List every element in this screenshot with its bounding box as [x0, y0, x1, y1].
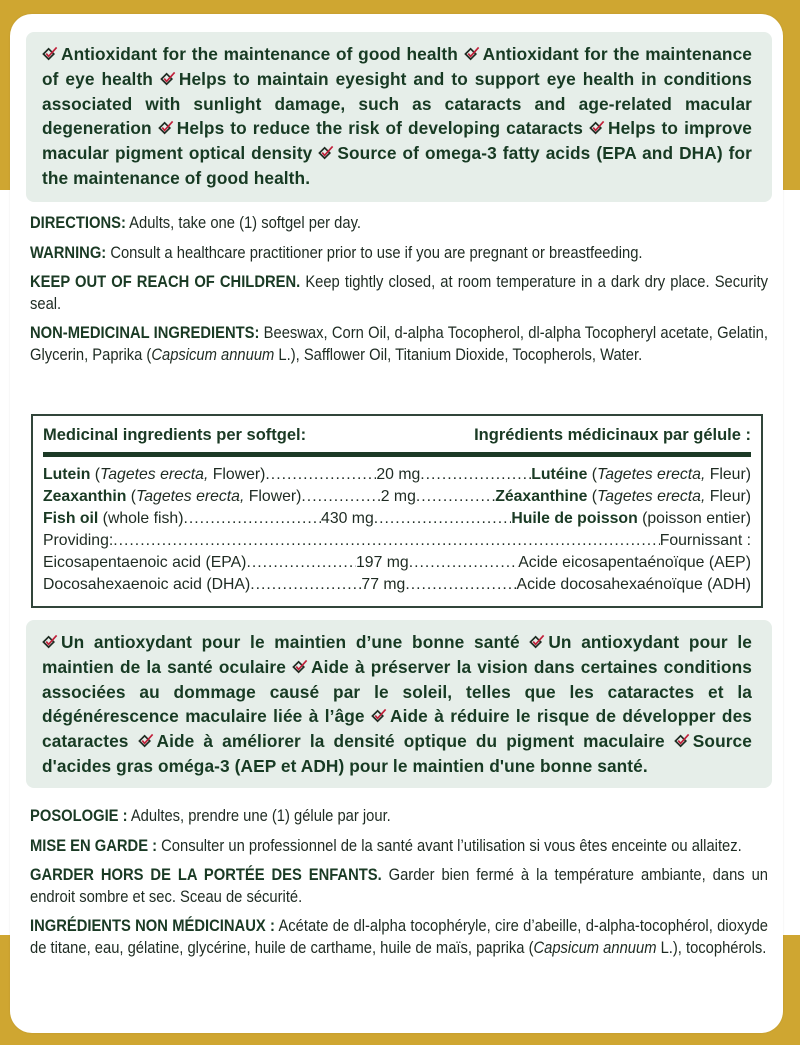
check-badge-icon	[371, 708, 388, 724]
claims-box-french	[26, 620, 772, 788]
check-badge-icon	[292, 659, 309, 675]
check-badge-icon	[138, 733, 155, 749]
table-row: Providing: ..... Fournissant :	[43, 530, 751, 552]
non-medicinal-text-end: L.), Safflower Oil, Titanium Dioxide, Tocopherols, Water.	[274, 345, 643, 364]
check-badge-icon	[42, 46, 59, 62]
non-medicinaux-text: Acétate de dl-alpha tocophéryle, cire d’abeille, d-alpha-tocophérol, dioxyde de titane, eau, gélatine, glycérine, huile de carthame, huile de maïs, paprika (	[30, 917, 768, 957]
sections-french	[30, 806, 768, 967]
keep-out-label: KEEP OUT OF REACH OF CHILDREN.	[30, 273, 301, 291]
sections-english	[30, 213, 768, 374]
claim-item: Un antioxydant pour le maintien de la santé oculaire	[42, 632, 752, 677]
mise-en-garde-text: Consulter un professionnel de la santé avant l’utilisation si vous êtes enceinte ou allaitez.	[157, 836, 742, 855]
check-badge-icon	[158, 120, 175, 136]
table-row: Zeaxanthin (Tagetes erecta, Flower) ..... 2 mg ..... Zéaxanthine (Tagetes erecta, Fleur)	[43, 486, 751, 508]
table-row: Eicosapentaenoic acid (EPA) ..... 197 mg ..... Acide eicosapentaénoïque (AEP)	[43, 552, 751, 574]
check-badge-icon	[42, 634, 59, 650]
claim-item: Helps to reduce the risk of developing cataracts	[158, 118, 583, 138]
table-header-fr: Ingrédients médicinaux par gélule :	[474, 426, 751, 444]
claim-item: Helps to maintain eyesight and to support eye health in conditions associated with sunlight damage, such as cataracts and age-related macular degeneration	[42, 68, 752, 139]
check-badge-icon	[529, 634, 546, 650]
garder-text: Garder bien fermé à la température ambiante, dans un endroit sombre et sec. Sceau de sécurité.	[30, 866, 768, 906]
warning-label: WARNING:	[30, 243, 107, 262]
non-medicinal-ingredients	[30, 323, 768, 366]
claim-item: Antioxidant for the maintenance of eye health	[42, 44, 752, 89]
table-row: Fish oil (whole fish) ..... 430 mg ..... Huile de poisson (poisson entier)	[43, 508, 751, 530]
botanical-name: Capsicum annuum	[151, 345, 275, 364]
non-medicinaux-label: INGRÉDIENTS NON MÉDICINAUX :	[30, 917, 275, 935]
claim-item: Source d'acides gras oméga-3 (AEP et ADH) pour le maintien d'une bonne santé.	[42, 731, 752, 776]
posologie	[30, 806, 768, 828]
ingredients-non-medicinaux	[30, 916, 768, 959]
warning	[30, 243, 768, 265]
claim-item: Helps to improve macular pigment optical density	[42, 118, 752, 164]
posologie-text: Adultes, prendre une (1) gélule par jour.	[127, 807, 391, 825]
directions-text: Adults, take one (1) softgel per day.	[125, 214, 361, 232]
table-rows	[43, 464, 751, 596]
posologie-label: POSOLOGIE :	[30, 807, 128, 825]
table-header	[43, 422, 751, 457]
check-badge-icon	[160, 71, 177, 87]
check-badge-icon	[674, 733, 691, 749]
directions	[30, 213, 768, 235]
botanical-name: Capsicum annuum	[533, 938, 657, 957]
warning-text: Consult a healthcare practitioner prior to use if you are pregnant or breastfeeding.	[106, 243, 643, 262]
claim-item: Antioxidant for the maintenance of good health	[42, 44, 458, 64]
table-row: Lutein (Tagetes erecta, Flower) ..... 20 mg ..... Lutéine (Tagetes erecta, Fleur)	[43, 464, 751, 486]
non-medicinaux-text-end: L.), tocophérols.	[656, 938, 767, 957]
keep-out-of-reach	[30, 272, 768, 315]
mise-en-garde-label: MISE EN GARDE :	[30, 836, 158, 855]
check-badge-icon	[318, 145, 335, 161]
garder-label: GARDER HORS DE LA PORTÉE DES ENFANTS.	[30, 866, 382, 884]
claim-item: Un antioxydant pour le maintien d’une bonne santé	[42, 632, 520, 652]
claim-item: Aide à améliorer la densité optique du pigment maculaire	[138, 731, 665, 751]
claims-box-english	[26, 32, 772, 202]
claim-item: Aide à préserver la vision dans certaines conditions associées au dommage causé par le soleil, telles que les cataractes et la dégénérescence maculaire liée à l’âge	[42, 656, 752, 727]
non-medicinal-text: Beeswax, Corn Oil, d-alpha Tocopherol, dl-alpha Tocopheryl acetate, Gelatin, Glycerin, Paprika (	[30, 324, 768, 364]
table-header-en: Medicinal ingredients per softgel:	[43, 426, 307, 444]
check-badge-icon	[464, 46, 481, 62]
medicinal-ingredients-table	[31, 414, 763, 608]
mise-en-garde	[30, 836, 768, 858]
garder-hors-portee	[30, 865, 768, 908]
table-row: Docosahexaenoic acid (DHA) ..... 77 mg ..... Acide docosahexaénoïque (ADH)	[43, 574, 751, 596]
directions-label: DIRECTIONS:	[30, 214, 126, 232]
claim-item: Aide à réduire le risque de développer des cataractes	[42, 706, 752, 752]
keep-out-text: Keep tightly closed, at room temperature in a dark dry place. Security seal.	[30, 273, 768, 313]
non-medicinal-label: NON-MEDICINAL INGREDIENTS:	[30, 324, 260, 342]
check-badge-icon	[589, 120, 606, 136]
claim-item: Source of omega-3 fatty acids (EPA and DHA) for the maintenance of good health.	[42, 143, 752, 188]
